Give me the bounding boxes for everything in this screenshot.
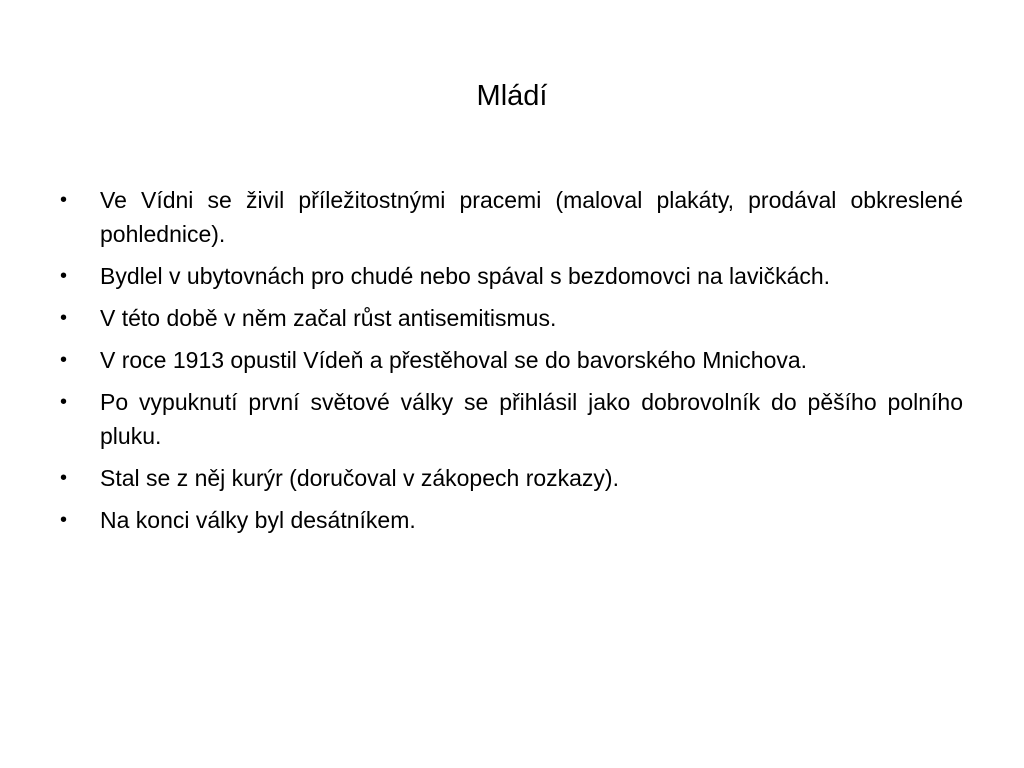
bullet-icon: • bbox=[60, 265, 68, 287]
bullet-text: Ve Vídni se živil příležitostnými pracemi (maloval plakáty, prodával obkreslené pohlednice). bbox=[100, 187, 963, 247]
bullet-text: Po vypuknutí první světové války se přihlásil jako dobrovolník do pěšího polního pluku. bbox=[100, 389, 963, 449]
bullet-icon: • bbox=[60, 509, 68, 531]
list-item bbox=[60, 503, 963, 537]
bullet-icon: • bbox=[60, 307, 68, 329]
list-item bbox=[60, 183, 963, 251]
bullet-text: Na konci války byl desátníkem. bbox=[100, 507, 416, 533]
bullet-list bbox=[60, 183, 963, 545]
list-item bbox=[60, 301, 963, 335]
slide-title: Mládí bbox=[476, 80, 548, 112]
bullet-text: Stal se z něj kurýr (doručoval v zákopech rozkazy). bbox=[100, 465, 619, 491]
list-item bbox=[60, 343, 963, 377]
list-item bbox=[60, 259, 963, 293]
list-item bbox=[60, 385, 963, 453]
bullet-icon: • bbox=[60, 467, 68, 489]
list-item bbox=[60, 461, 963, 495]
bullet-icon: • bbox=[60, 391, 68, 413]
bullet-text: V této době v něm začal růst antisemitismus. bbox=[100, 305, 557, 331]
bullet-text: Bydlel v ubytovnách pro chudé nebo spával s bezdomovci na lavičkách. bbox=[100, 263, 831, 289]
bullet-icon: • bbox=[60, 189, 68, 211]
bullet-text: V roce 1913 opustil Vídeň a přestěhoval se do bavorského Mnichova. bbox=[100, 347, 808, 373]
bullet-icon: • bbox=[60, 349, 68, 371]
